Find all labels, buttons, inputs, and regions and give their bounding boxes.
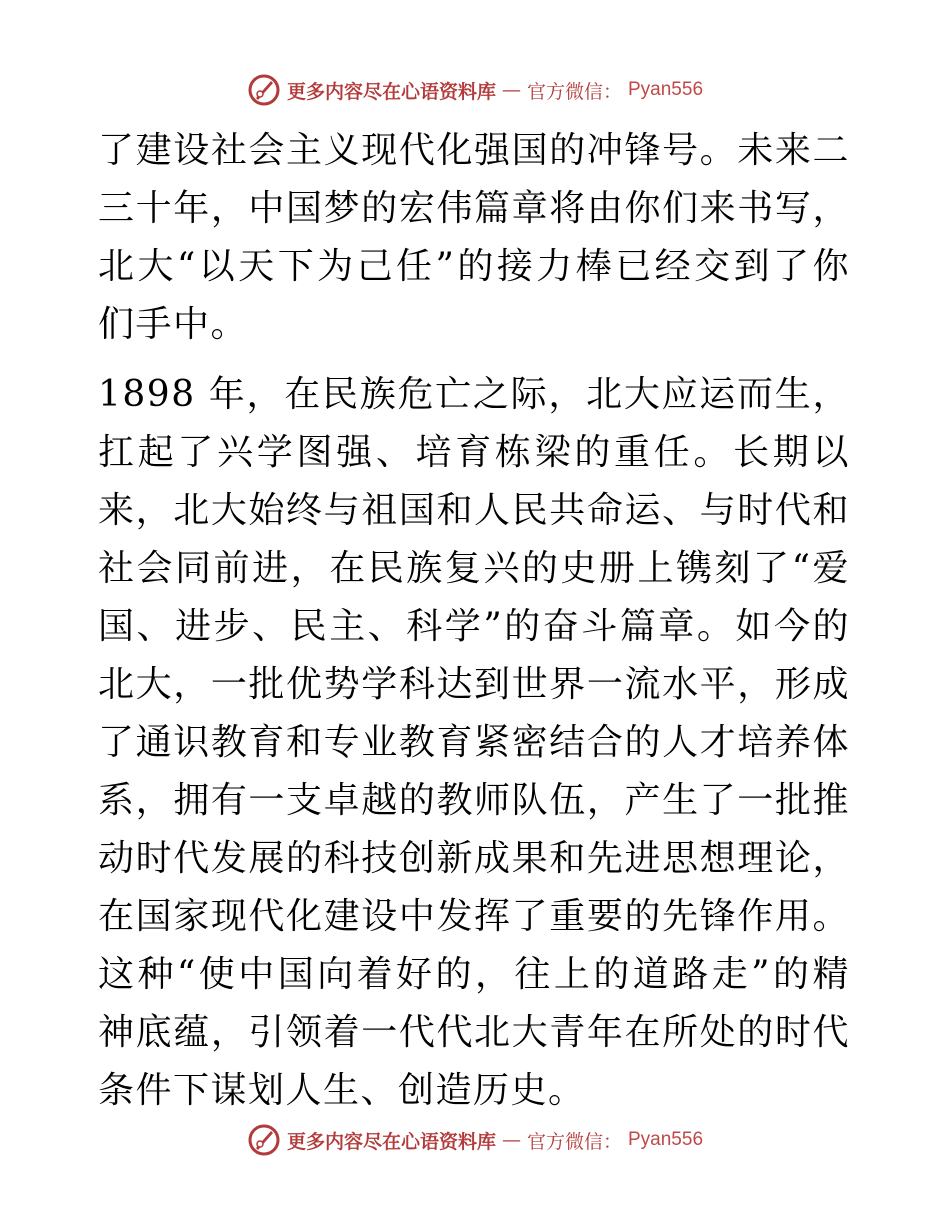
- banner-account: Pyan556: [628, 79, 704, 100]
- body-text: [98, 122, 850, 1120]
- banner-site-name: 更多内容尽在心语资料库: [286, 1130, 496, 1153]
- banner-dash: —: [501, 79, 521, 101]
- paragraph-2: 1898 年，在民族危亡之际，北大应运而生，扛起了兴学图强、培育栋梁的重任。长期以来，北大始终与祖国和人民共命运、与时代和社会同前进，在民族复兴的史册上镌刻了“爱国、进步、民主、科学”的奋斗篇章。如今的北大，一批优势学科达到世界一流水平，形成了通识教育和专业教育紧密结合的人才培养体系，拥有一支卓越的教师队伍，产生了一批推动时代发展的科技创新成果和先进思想理论，在国家现代化建设中发挥了重要的先锋作用。这种“使中国向着好的，往上的道路走”的精神底蕴，引领着一代代北大青年在所处的时代条件下谋划人生、创造历史。: [98, 374, 850, 1111]
- banner-account: Pyan556: [628, 1129, 704, 1150]
- banner-wechat-label: 官方微信：: [526, 1130, 622, 1153]
- banner-dash: —: [501, 1129, 521, 1151]
- footer-banner: [0, 1120, 950, 1160]
- banner-site-name: 更多内容尽在心语资料库: [286, 80, 496, 103]
- header-banner: [0, 70, 950, 110]
- paragraph-1: 了建设社会主义现代化强国的冲锋号。未来二三十年，中国梦的宏伟篇章将由你们来书写，北大“以天下为己任”的接力棒已经交到了你们手中。: [98, 130, 850, 345]
- banner-wechat-label: 官方微信：: [526, 80, 622, 103]
- quill-seal-icon: [247, 73, 281, 107]
- quill-seal-icon: [247, 1123, 281, 1157]
